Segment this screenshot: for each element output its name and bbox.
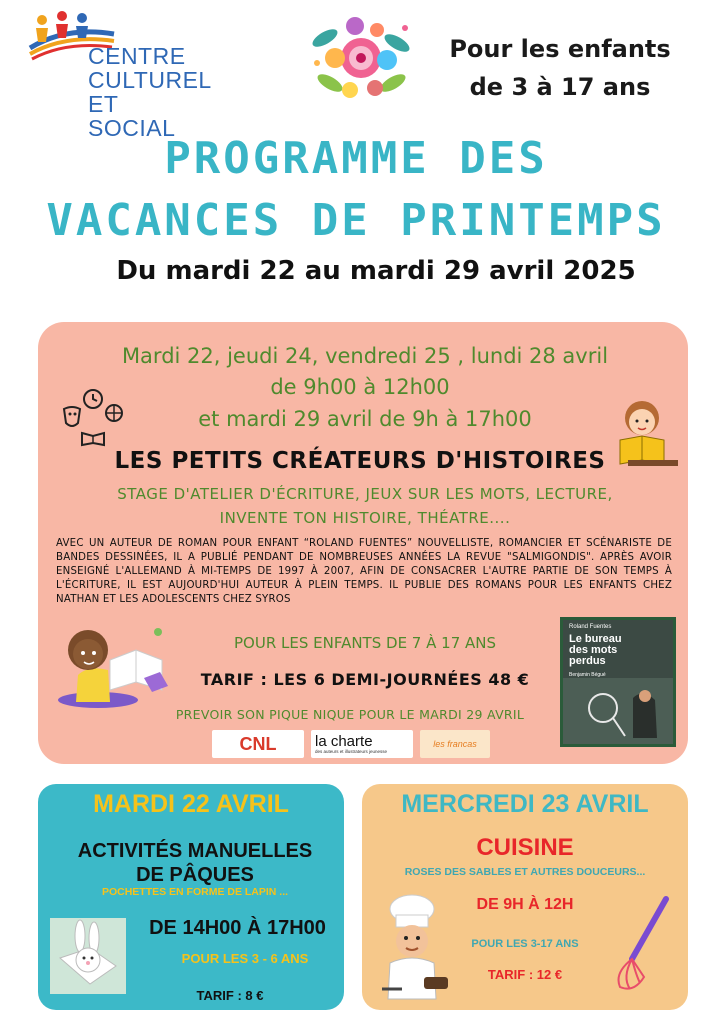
partner-francas-label: les francas: [433, 739, 477, 749]
audience-line-1: Pour les enfants: [449, 35, 671, 63]
easter-tarif: TARIF : 8 €: [196, 988, 264, 1003]
stage-tarif: TARIF : LES 6 DEMI-JOURNÉES 48 €: [200, 670, 530, 689]
partner-cnl-label: CNL: [239, 733, 277, 754]
stage-age: POUR LES ENFANTS DE 7 À 17 ANS: [233, 634, 497, 652]
easter-activity-line-1: ACTIVITÉS MANUELLES: [77, 840, 313, 862]
author-description: AVEC UN AUTEUR DE ROMAN POUR ENFANT “ROLAND FUENTES” NOUVELLISTE, ROMANCIER ET SCÉNARISTE DE BANDES DESSINÉES, IL A PUBLIÉ PENDANT DE NOMBREUSES ANNÉES LA REVUE "SALMIGONDIS". APRÈS AVOIR ENSEIGNÉ L'ALLEMAND À MI-TEMPS DE 1997 À 2007, AFIN DE CONSACRER L'AUTRE PARTIE DE SON TEMPS À L'ÉCRITURE, IL EST AUJOURD'HUI AUTEUR À PLEIN TEMPS. IL PUBLIE DES ROMANS POUR LES ENFANTS CHEZ NATHAN ET LES ADOLESCENTS CHEZ SYROS: [56, 538, 672, 605]
book-cover: [560, 617, 676, 747]
logo-line-2: CULTUREL: [88, 67, 212, 93]
partner-charte-label: la charte: [315, 733, 373, 750]
partner-logo-francas: [420, 730, 490, 758]
book-author: Roland Fuentes: [569, 624, 612, 630]
audience-header: [430, 30, 690, 106]
picnic-note: PREVOIR SON PIQUE NIQUE POUR LE MARDI 29 AVRIL: [175, 707, 525, 722]
partner-logo-charte: [311, 730, 413, 758]
logo-text: [88, 44, 212, 140]
logo-line-3: ET SOCIAL: [88, 91, 176, 141]
book-illustration-icon: [563, 678, 673, 744]
partner-logo-cnl: [212, 730, 304, 758]
whisk-icon: [610, 893, 680, 993]
stage-subtitle-line-2: INVENTE TON HISTOIRE, THÉATRE....: [219, 509, 511, 527]
page-title-line-1: PROGRAMME DES: [164, 133, 548, 184]
boy-reading-icon: [48, 620, 176, 712]
page-title-line-2: VACANCES DE PRINTEMPS: [46, 195, 666, 246]
cooking-subtitle: ROSES DES SABLES ET AUTRES DOUCEURS...: [404, 866, 646, 878]
bunny-pouch-icon: [50, 918, 126, 994]
schedule-line-1: Mardi 22, jeudi 24, vendredi 25 , lundi 28 avril: [121, 344, 609, 368]
stage-title: LES PETITS CRÉATEURS D'HISTOIRES: [114, 448, 606, 474]
schedule-line-3: et mardi 29 avril de 9h à 17h00: [198, 407, 532, 431]
theater-clock-globe-book-icon: [60, 385, 126, 447]
book-title: Le bureau des mots perdus: [569, 633, 622, 667]
cooking-age: POUR LES 3-17 ANS: [471, 938, 579, 950]
logo-line-1: CENTRE: [88, 43, 186, 69]
date-range: Du mardi 22 au mardi 29 avril 2025: [116, 256, 636, 286]
easter-activity-title: [50, 839, 340, 887]
audience-line-2: de 3 à 17 ans: [469, 73, 651, 101]
easter-date: MARDI 22 AVRIL: [93, 790, 289, 818]
cooking-title: CUISINE: [476, 834, 574, 861]
centre-logo: [26, 8, 212, 141]
cooking-date: MERCREDI 23 AVRIL: [401, 790, 649, 818]
cooking-tarif: TARIF : 12 €: [487, 967, 563, 982]
flower-bouquet-icon: [305, 8, 415, 108]
schedule-line-2: de 9h00 à 12h00: [270, 375, 450, 399]
stage-subtitle: [70, 482, 660, 530]
easter-age: POUR LES 3 - 6 ANS: [181, 951, 309, 966]
stage-subtitle-line-1: STAGE D'ATELIER D'ÉCRITURE, JEUX SUR LES MOTS, LECTURE,: [117, 485, 613, 503]
easter-subtitle: POCHETTES EN FORME DE LAPIN ...: [101, 886, 289, 898]
girl-reading-icon: [612, 390, 682, 470]
easter-activity-line-2: DE PÂQUES: [136, 864, 254, 886]
easter-time: DE 14H00 À 17H00: [149, 917, 326, 939]
book-illustrator: Benjamin Bégué: [569, 672, 606, 678]
cooking-time: DE 9H À 12H: [476, 896, 574, 913]
partner-charte-caption: des auteurs et illustrateurs jeunesse: [315, 749, 388, 754]
